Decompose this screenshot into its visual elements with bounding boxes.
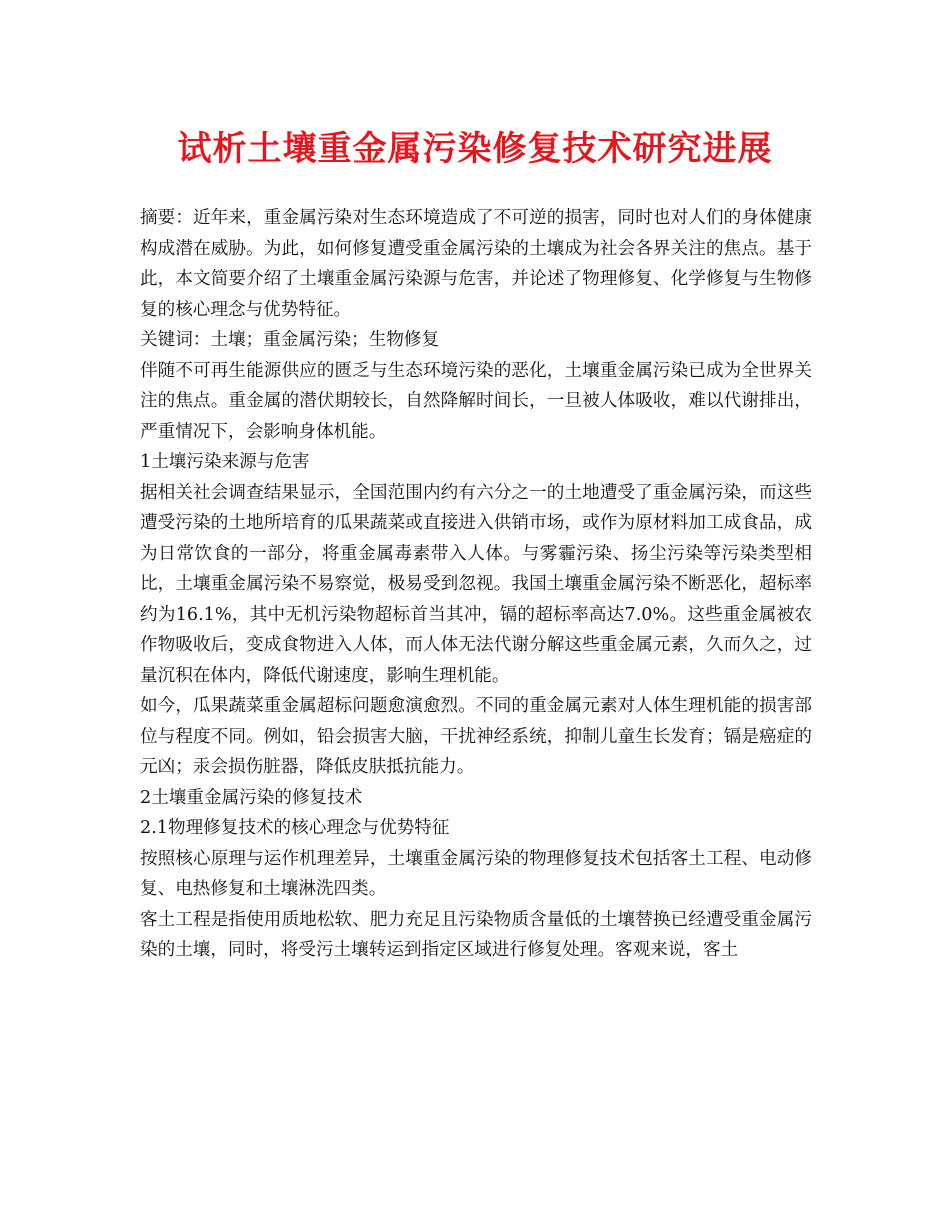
body-paragraph: 按照核心原理与运作机理差异，土壤重金属污染的物理修复技术包括客土工程、电动修复、电热修复和土壤淋洗四类。 xyxy=(140,848,812,899)
document-body xyxy=(140,203,812,966)
section-heading-1: 1土壤污染来源与危害 xyxy=(140,452,310,472)
body-paragraph: 据相关社会调查结果显示，全国范围内约有六分之一的土地遭受了重金属污染，而这些遭受污染的土地所培育的瓜果蔬菜或直接进入供销市场，或作为原材料加工成食品，成为日常饮食的一部分，将重金属毒素带入人体。与雾霾污染、扬尘污染等污染类型相比，土壤重金属污染不易察觉，极易受到忽视。我国土壤重金属污染不断恶化，超标率约为16.1%，其中无机污染物超标首当其冲，镉的超标率高达7.0%。这些重金属被农作物吸收后，变成食物进入人体，而人体无法代谢分解这些重金属元素，久而久之，过量沉积在体内，降低代谢速度，影响生理机能。 xyxy=(140,482,812,686)
section-heading-2: 2土壤重金属污染的修复技术 xyxy=(140,787,363,808)
abstract-paragraph: 摘要：近年来，重金属污染对生态环境造成了不可逆的损害，同时也对人们的身体健康构成潜在威胁。为此，如何修复遭受重金属污染的土壤成为社会各界关注的焦点。基于此，本文简要介绍了土壤重金属污染源与危害，并论述了物理修复、化学修复与生物修复的核心理念与优势特征。 xyxy=(140,208,812,320)
keywords-line: 关键词：土壤；重金属污染；生物修复 xyxy=(140,330,440,350)
document-title: 试析土壤重金属污染修复技术研究进展 xyxy=(177,129,773,169)
subsection-heading-2-1: 2.1物理修复技术的核心理念与优势特征 xyxy=(140,818,450,838)
body-paragraph: 客土工程是指使用质地松软、肥力充足且污染物质含量低的土壤替换已经遭受重金属污染的土壤，同时，将受污土壤转运到指定区域进行修复处理。客观来说，客土 xyxy=(140,909,812,960)
body-paragraph: 如今，瓜果蔬菜重金属超标问题愈演愈烈。不同的重金属元素对人体生理机能的损害部位与程度不同。例如，铅会损害大脑，干扰神经系统，抑制儿童生长发育；镉是癌症的元凶；汞会损伤脏器，降低皮肤抵抗能力。 xyxy=(140,696,812,777)
intro-paragraph: 伴随不可再生能源供应的匮乏与生态环境污染的恶化，土壤重金属污染已成为全世界关注的焦点。重金属的潜伏期较长，自然降解时间长，一旦被人体吸收，难以代谢排出，严重情况下，会影响身体机能。 xyxy=(140,360,812,442)
